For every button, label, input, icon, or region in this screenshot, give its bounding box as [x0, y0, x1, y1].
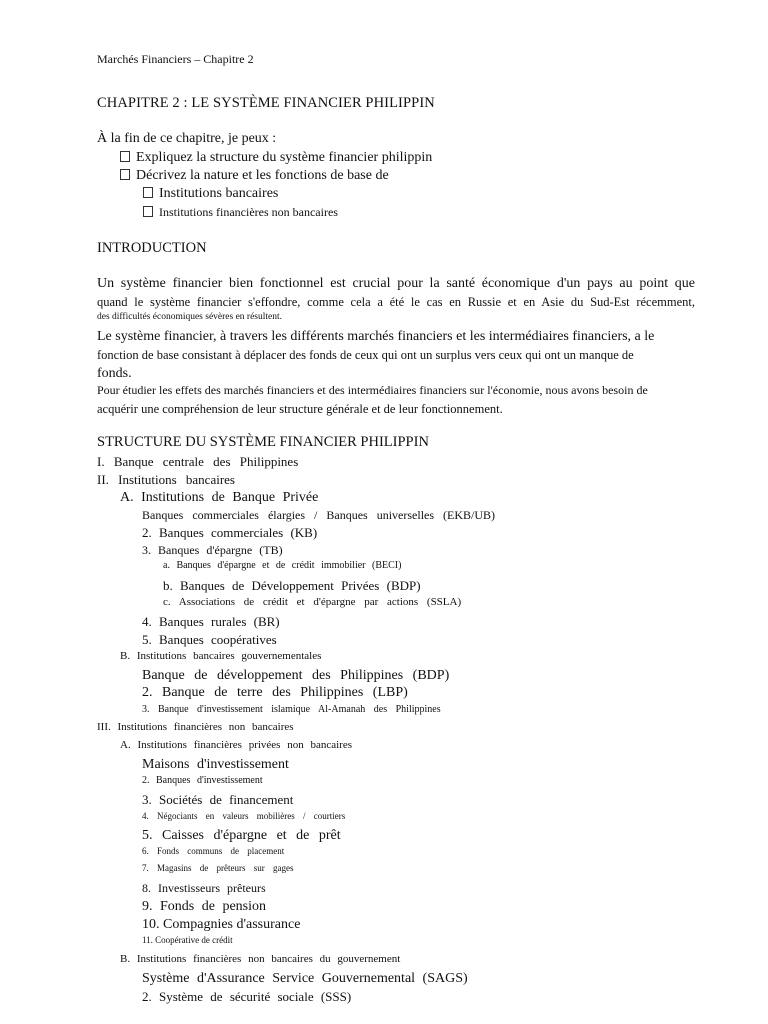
- outline-item: 8. Investisseurs prêteurs: [142, 881, 266, 895]
- outline-item: I. Banque centrale des Philippines: [97, 454, 299, 469]
- outline-item: 3. Banque d'investissement islamique Al-Amanah des Philippines: [142, 704, 441, 715]
- objective-item: [120, 169, 389, 183]
- outline-item: A. Institutions financières privées non bancaires: [120, 739, 352, 751]
- objective-item: [120, 151, 432, 165]
- outline-item: B. Institutions financières non bancaires du gouvernement: [120, 953, 401, 965]
- paragraph-line: acquérir une compréhension de leur structure générale et de leur fonctionnement.: [97, 402, 503, 416]
- outline-item: 10. Compagnies d'assurance: [142, 917, 301, 932]
- paragraph-line: Un système financier bien fonctionnel est crucial pour la santé économique d'un pays au point que: [97, 276, 695, 291]
- outline-item: b. Banques de Développement Privées (BDP): [163, 578, 421, 593]
- outline-item: 7. Magasins de prêteurs sur gages: [142, 863, 294, 873]
- outline-item: Système d'Assurance Service Gouvernemental (SAGS): [142, 971, 468, 986]
- objective-text: Institutions financières non bancaires: [159, 205, 338, 219]
- objective-subitem: [143, 187, 278, 201]
- outline-item: Banque de développement des Philippines (BDP): [142, 668, 450, 683]
- checkbox-glyph-icon: [120, 169, 130, 180]
- outline-item: Maisons d'investissement: [142, 757, 289, 772]
- outline-item: 3. Banques d'épargne (TB): [142, 543, 283, 557]
- running-header: Marchés Financiers – Chapitre 2: [97, 52, 254, 66]
- outline-item: c. Associations de crédit et d'épargne par actions (SSLA): [163, 596, 462, 608]
- objective-text: Institutions bancaires: [159, 186, 279, 201]
- objective-text: Expliquez la structure du système financier philippin: [136, 150, 433, 165]
- checkbox-glyph-icon: [120, 151, 130, 162]
- paragraph-line: fonction de base consistant à déplacer des fonds de ceux qui ont un surplus vers ceux qui ont un manque de: [97, 348, 634, 362]
- outline-item: 2. Système de sécurité sociale (SSS): [142, 989, 352, 1004]
- objective-subitem: [143, 206, 338, 218]
- outline-item: B. Institutions bancaires gouvernementales: [120, 650, 322, 662]
- outline-item: 11. Coopérative de crédit: [142, 935, 233, 945]
- outline-item: 2. Banque de terre des Philippines (LBP): [142, 685, 408, 700]
- outline-item: a. Banques d'épargne et de crédit immobilier (BECI): [163, 560, 402, 571]
- paragraph-line: Pour étudier les effets des marchés financiers et des intermédiaires financiers sur l'économie, nous avons besoin de: [97, 383, 648, 397]
- outline-item: 6. Fonds communs de placement: [142, 846, 285, 856]
- structure-heading: STRUCTURE DU SYSTÈME FINANCIER PHILIPPIN: [97, 434, 429, 450]
- outline-item: 5. Banques coopératives: [142, 632, 277, 647]
- paragraph-line: quand le système financier s'effondre, comme cela a été le cas en Russie et en Asie du Sud-Est récemment,: [97, 295, 695, 309]
- outline-item: II. Institutions bancaires: [97, 472, 235, 487]
- paragraph-line: fonds.: [97, 366, 132, 381]
- objectives-intro: À la fin de ce chapitre, je peux :: [97, 131, 277, 146]
- paragraph-line: des difficultés économiques sévères en résultent.: [97, 312, 283, 322]
- outline-item: 2. Banques d'investissement: [142, 775, 263, 786]
- paragraph-line: Le système financier, à travers les différents marchés financiers et les intermédiaires financiers, a le: [97, 329, 655, 344]
- outline-item: 3. Sociétés de financement: [142, 792, 294, 807]
- outline-item: 5. Caisses d'épargne et de prêt: [142, 828, 341, 843]
- outline-item: 4. Banques rurales (BR): [142, 614, 280, 629]
- chapter-title: CHAPITRE 2 : LE SYSTÈME FINANCIER PHILIPPIN: [97, 95, 435, 111]
- outline-item: 2. Banques commerciales (KB): [142, 525, 318, 540]
- outline-item: A. Institutions de Banque Privée: [120, 490, 319, 505]
- outline-item: Banques commerciales élargies / Banques universelles (EKB/UB): [142, 508, 496, 522]
- outline-item: III. Institutions financières non bancaires: [97, 721, 294, 733]
- objective-text: Décrivez la nature et les fonctions de base de: [136, 168, 389, 183]
- checkbox-glyph-icon: [143, 206, 153, 217]
- introduction-heading: INTRODUCTION: [97, 240, 207, 256]
- outline-item: 9. Fonds de pension: [142, 899, 266, 914]
- outline-item: 4. Négociants en valeurs mobilières / courtiers: [142, 811, 346, 821]
- checkbox-glyph-icon: [143, 187, 153, 198]
